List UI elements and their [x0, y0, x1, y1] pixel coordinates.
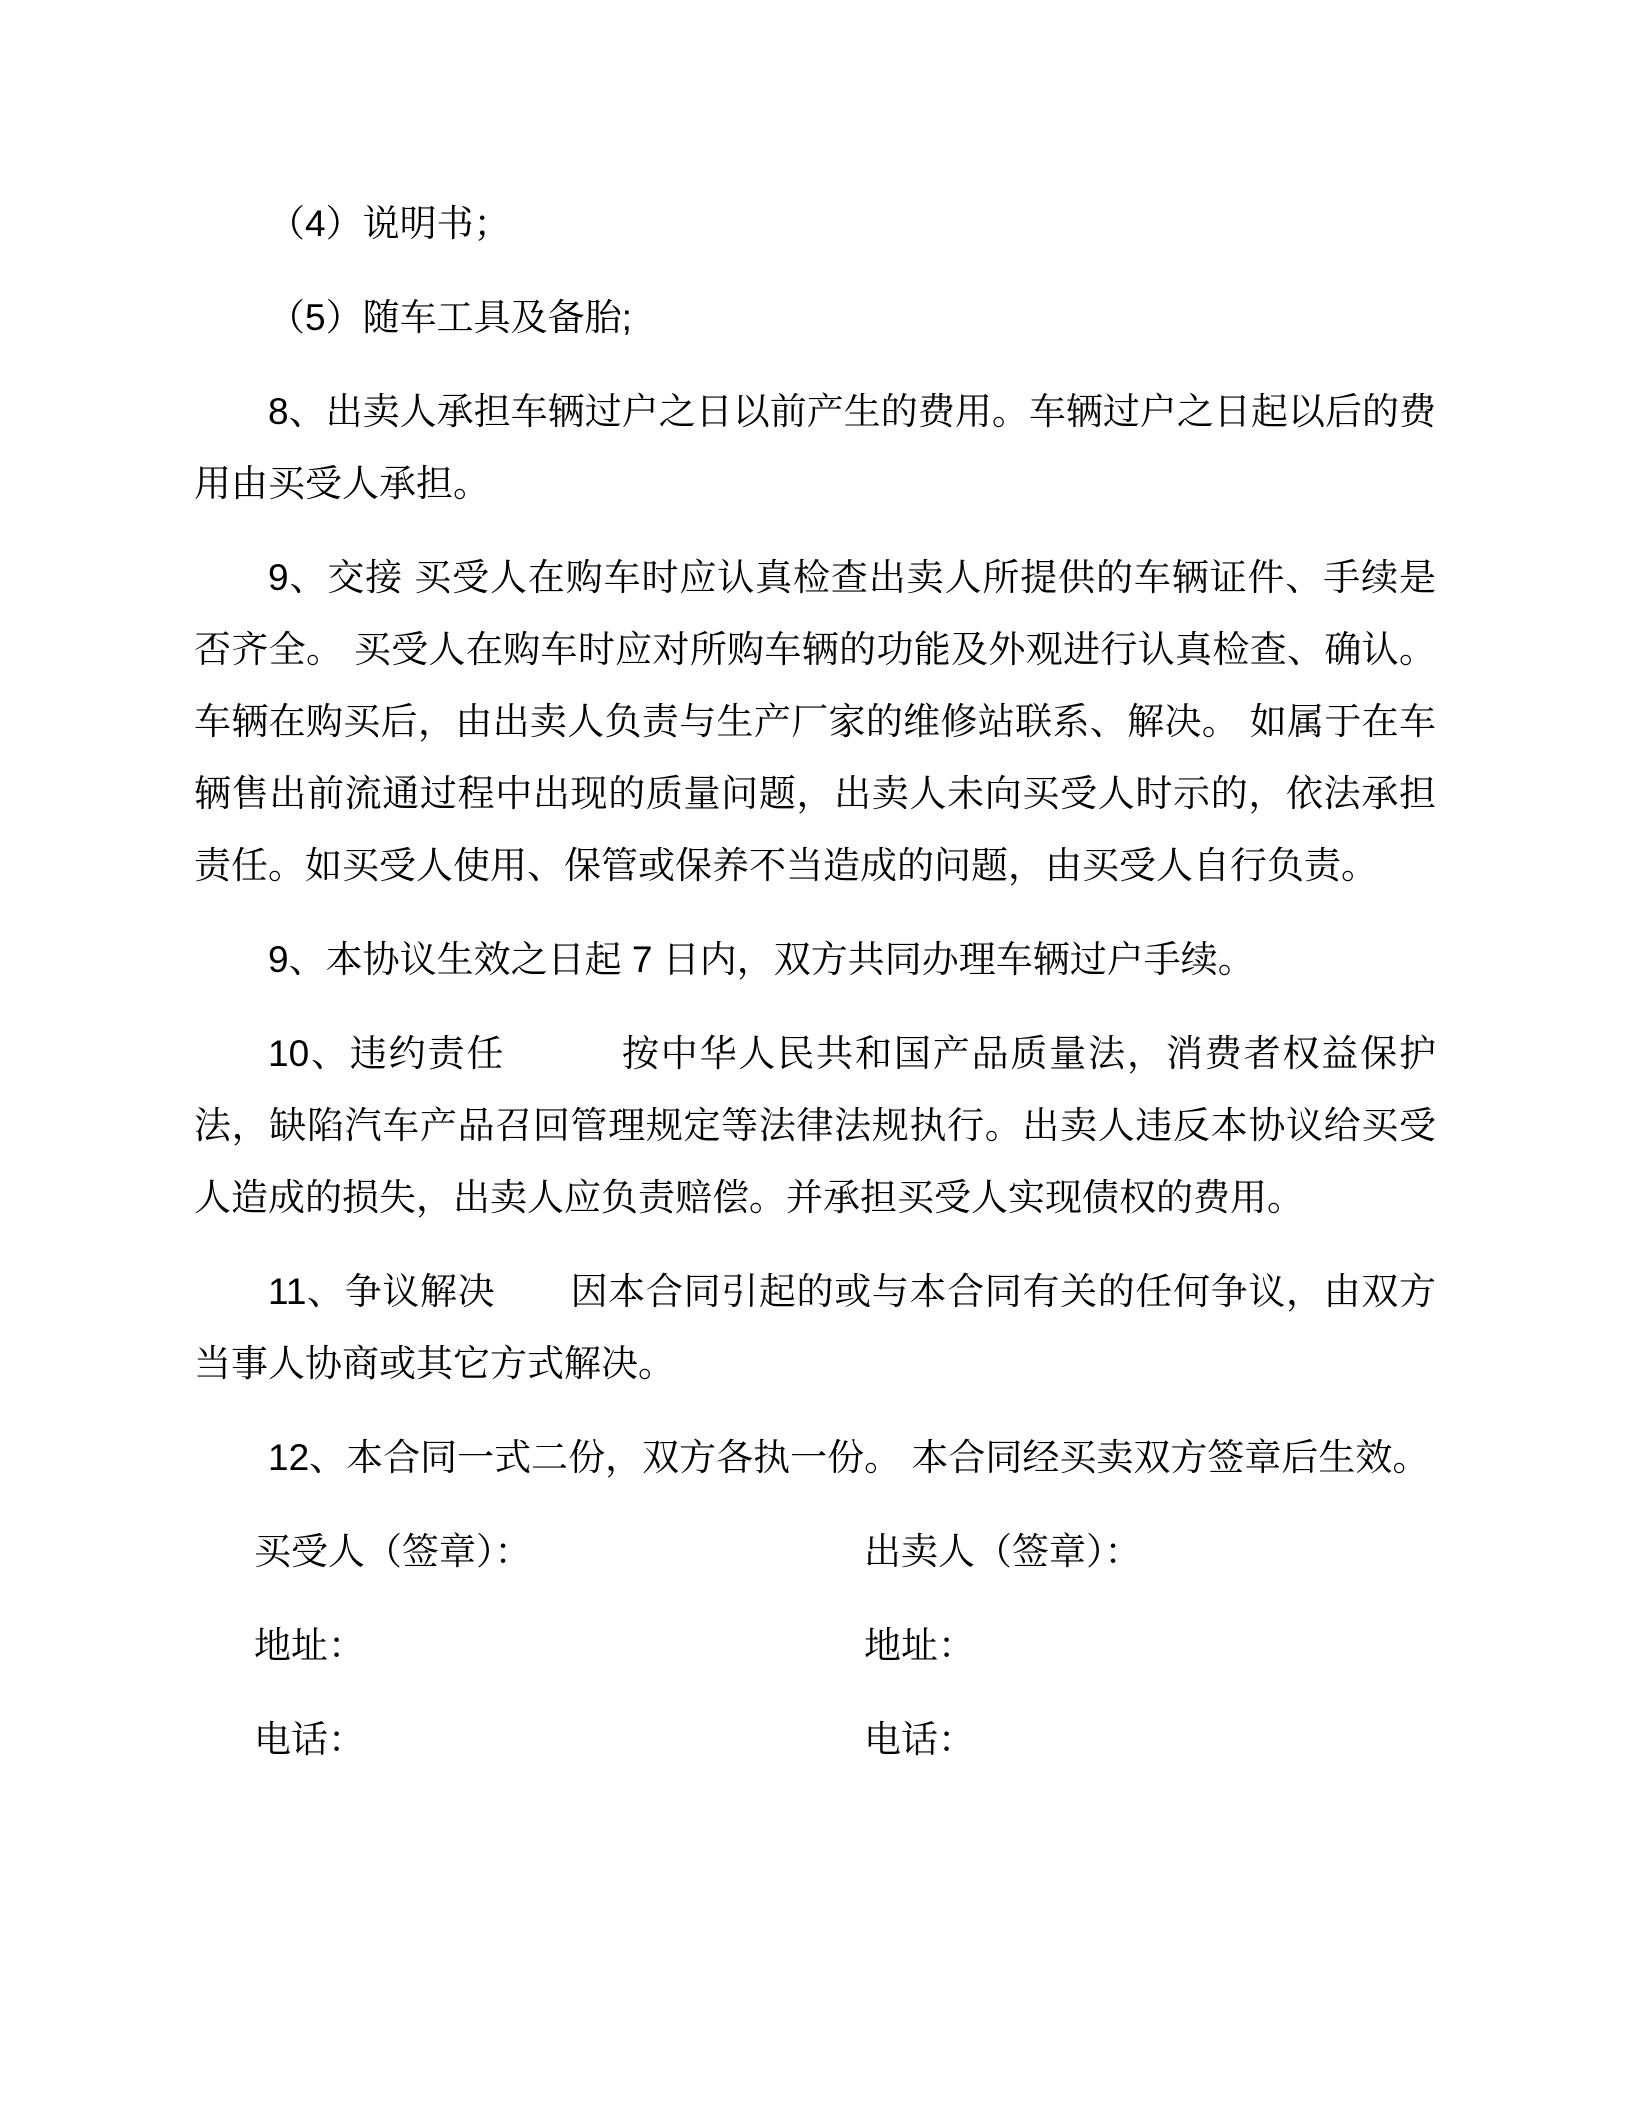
seller-phone-label: 电话： — [864, 1719, 975, 1760]
paragraph-9-handover: 9、交接 买受人在购车时应认真检查出卖人所提供的车辆证件、手续是否齐全。 买受人在购车时应对所购车辆的功能及外观进行认真检查、确认。车辆在购买后，由出卖人负责与生产厂家的维修站联系、解决。 如属于在车辆售出前流通过程中出现的质量问题，出卖人未向买受人时示的，依法承担责任。如买受人使用、保管或保养不当造成的问题，由买受人自行负责。 — [194, 557, 1436, 886]
buyer-signature-label: 买受人（签章）： — [254, 1531, 532, 1572]
seller-address-label: 地址： — [864, 1625, 975, 1666]
paragraph-11-dispute-resolution: 11、争议解决 因本合同引起的或与本合同有关的任何争议，由双方当事人协商或其它方式解决。 — [194, 1271, 1436, 1384]
signature-row-phone — [194, 1704, 1436, 1776]
buyer-phone-label: 电话： — [254, 1719, 365, 1760]
paragraph-8-transfer-fees: 8、出卖人承担车辆过户之日以前产生的费用。车辆过户之日起以后的费用由买受人承担。 — [194, 391, 1436, 504]
signature-row-party — [194, 1516, 1436, 1588]
signature-row-address — [194, 1610, 1436, 1682]
seller-signature-label: 出卖人（签章）： — [864, 1531, 1142, 1572]
paragraph-item-4-manual: （4）说明书； — [268, 203, 511, 244]
paragraph-10-breach-liability: 10、违约责任 按中华人民共和国产品质量法，消费者权益保护法，缺陷汽车产品召回管理规定等法律法规执行。出卖人违反本协议给买受人造成的损失，出卖人应负责赔偿。并承担买受人实现债权的费用。 — [194, 1033, 1436, 1218]
buyer-address-label: 地址： — [254, 1625, 365, 1666]
paragraph-9-transfer-deadline: 9、本协议生效之日起 7 日内，双方共同办理车辆过户手续。 — [268, 939, 1255, 980]
paragraph-12-copies: 12、本合同一式二份，双方各执一份。 本合同经买卖双方签章后生效。 — [268, 1437, 1430, 1478]
paragraph-item-5-tools: （5）随车工具及备胎; — [268, 297, 632, 338]
